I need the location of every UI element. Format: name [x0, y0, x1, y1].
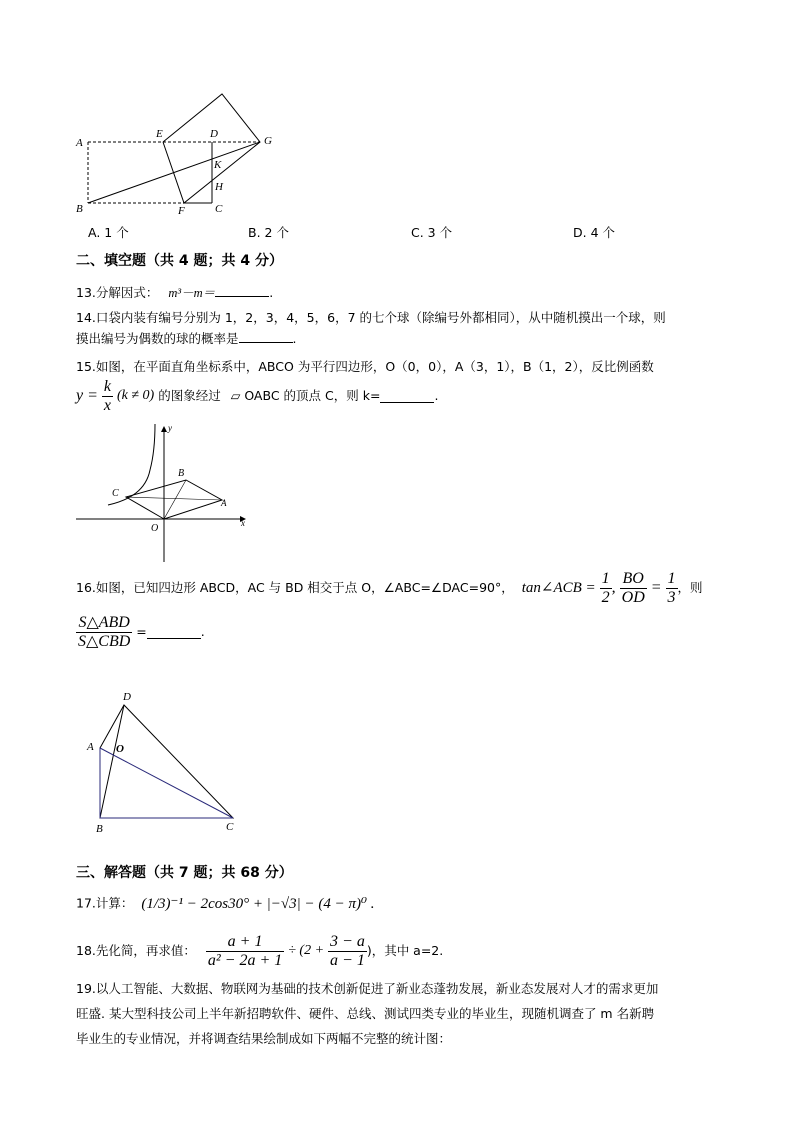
svg-text:D: D: [123, 691, 131, 703]
question-17: 17.计算： (1/3)⁻¹ − 2cos30° + |−√3| − (4 − π)⁰ .: [76, 895, 375, 912]
answer-blank: [215, 284, 269, 297]
option-a: A. 1 个: [88, 225, 129, 240]
option-b: B. 2 个: [248, 225, 289, 240]
quadrilateral-figure: [80, 686, 250, 836]
question-16-ratio: $\frac{\text{S△ABD}}{\text{S△CBD}}$ = .: [78, 614, 205, 650]
answer-blank: [239, 330, 293, 343]
svg-text:C: C: [226, 821, 234, 833]
svg-text:D: D: [210, 128, 218, 140]
svg-text:C: C: [215, 203, 223, 215]
svg-text:O: O: [116, 743, 124, 755]
answer-blank: [380, 390, 434, 403]
question-19: 19.以人工智能、大数据、物联网为基础的技术创新促进了新业态蓬勃发展，新业态发展对人才的需求更加 旺盛. 某大型科技公司上半年新招聘软件、硬件、总线、测试四类专业的毕业生，现随机调查了 m 名新聘 毕业生的专业情况，并将调查结果绘制成如下两幅不完整的统计图：: [76, 981, 659, 1046]
svg-text:A: A: [221, 498, 227, 508]
geometry-figure-1: [70, 88, 290, 218]
question-16: 16.如图，已知四边形 ABCD，AC 与 BD 相交于点 O，∠ABC=∠DAC=90°， tan∠ACB = $\frac{1}{2}$ , $\frac{BO}{OD}$ = $\frac{1}{3}$ ，则: [76, 570, 703, 606]
svg-text:A: A: [87, 741, 94, 753]
svg-text:E: E: [156, 128, 163, 140]
svg-text:B: B: [178, 468, 185, 479]
svg-text:B: B: [96, 823, 103, 835]
svg-text:H: H: [215, 181, 223, 193]
svg-text:B: B: [76, 203, 83, 215]
coordinate-graph: [72, 422, 252, 567]
svg-text:G: G: [264, 135, 272, 147]
svg-text:A: A: [76, 137, 83, 149]
question-15-formula: y = $\frac{k}{x}$ (k ≠ 0) 的图象经过 ▱ OABC 的顶点 C，则 k= .: [76, 378, 439, 414]
svg-text:C: C: [112, 488, 119, 499]
svg-text:y: y: [168, 423, 172, 433]
option-c: C. 3 个: [411, 225, 453, 240]
option-d: D. 4 个: [573, 225, 615, 240]
question-18: 18.先化简，再求值： $\frac{a + 1}{\text{a² − 2a + 1}}$ ÷ (2 + $\frac{3 - a}{a - 1}$ )，其中 a=2.: [76, 933, 444, 969]
svg-text:O: O: [151, 523, 159, 534]
line-BG: [88, 142, 260, 203]
section-3-title: 三、解答题（共 7 题；共 68 分）: [76, 865, 293, 881]
question-14: 14.口袋内装有编号分别为 1，2，3，4，5，6，7 的七个球（除编号外都相同），从中随机摸出一个球，则 摸出编号为偶数的球的概率是 .: [76, 310, 666, 346]
section-2-title: 二、填空题（共 4 题；共 4 分）: [76, 253, 283, 269]
svg-text:x: x: [241, 518, 245, 528]
answer-blank: [147, 626, 201, 639]
svg-text:K: K: [214, 159, 222, 171]
svg-text:F: F: [178, 205, 185, 217]
question-13: 13.分解因式： m³－m＝ .: [76, 285, 274, 300]
question-15: 15.如图，在平面直角坐标系中，ABCO 为平行四边形，O（0，0），A（3，1），B（1，2），反比例函数: [76, 359, 654, 374]
